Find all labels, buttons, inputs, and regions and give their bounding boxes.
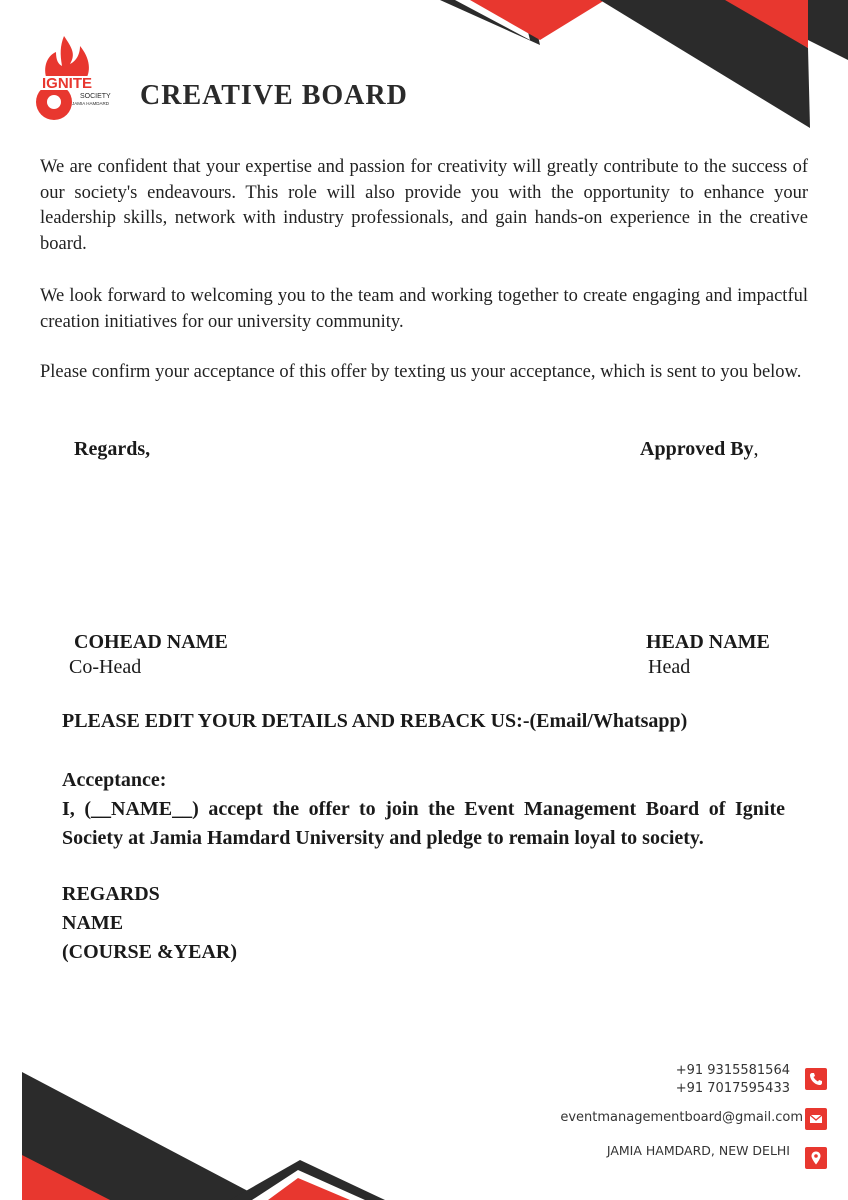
cohead-role: Co-Head: [69, 656, 142, 678]
approved-by-suffix: ,: [753, 438, 759, 460]
regards-label: Regards,: [74, 438, 151, 460]
paragraph-3: Please confirm your acceptance of this offer by texting us your acceptance, which is sent to you below.: [40, 362, 802, 382]
logo-sub2: JAMIA HAMDARD: [72, 101, 110, 106]
approved-by-label: [640, 438, 759, 461]
contact-address: JAMIA HAMDARD, NEW DELHI: [606, 1143, 790, 1158]
paragraph-2: We look forward to welcoming you to the team and working together to create engaging and impactful creation initiatives for our university community.: [40, 286, 808, 332]
paragraph-1: We are confident that your expertise and passion for creativity will greatly contribute to the success of our society's endeavours. This role will also provide you with the opportunity to enhance your leadership skills, network with industry professionals, and gain hands-on experience in the creative board.: [40, 157, 808, 254]
reply-name: NAME: [62, 912, 124, 934]
location-pin-icon: [805, 1147, 827, 1169]
approved-by-text: Approved By: [640, 438, 754, 460]
phone-icon: [805, 1068, 827, 1090]
reply-instruction: PLEASE EDIT YOUR DETAILS AND REBACK US:-(Email/Whatsapp): [62, 710, 688, 732]
cohead-name: COHEAD NAME: [74, 631, 228, 653]
page-title: CREATIVE BOARD: [140, 80, 408, 111]
acceptance-heading: Acceptance:: [62, 769, 167, 791]
reply-course-year: (COURSE &YEAR): [62, 941, 237, 963]
reply-regards: REGARDS: [62, 883, 160, 905]
logo-text: IGNITE: [42, 75, 93, 92]
head-name: HEAD NAME: [646, 631, 770, 653]
contact-phones: [676, 1062, 790, 1098]
acceptance-text: I, (__NAME__) accept the offer to join the Event Management Board of Ignite Society at Jamia Hamdard University and pledge to remain loyal to society.: [62, 798, 785, 849]
contact-email[interactable]: eventmanagementboard@gmail.com: [560, 1110, 803, 1125]
mail-icon: [805, 1108, 827, 1130]
head-role: Head: [648, 656, 691, 678]
phone-1[interactable]: +91 9315581564: [675, 1063, 790, 1078]
ignite-logo: [34, 36, 118, 124]
logo-sub: SOCIETY: [80, 93, 111, 100]
phone-2[interactable]: +91 7017595433: [675, 1081, 790, 1096]
